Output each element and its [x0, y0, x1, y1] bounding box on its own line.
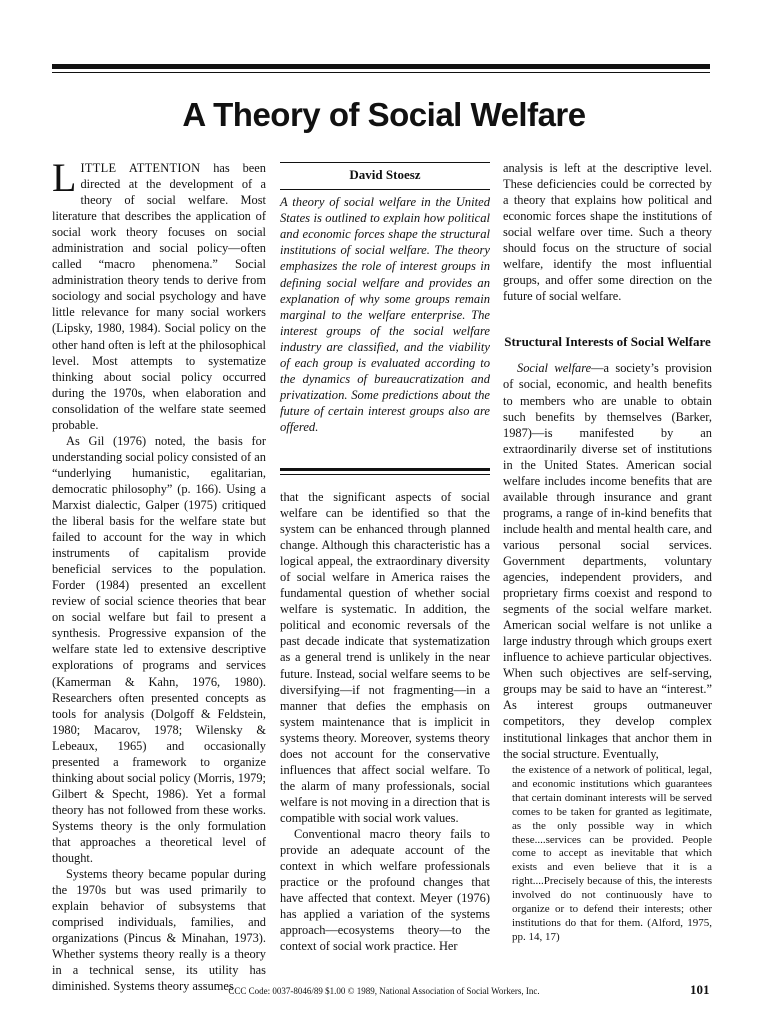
page-number: 101: [690, 982, 710, 997]
column-1: [52, 155, 266, 994]
copyright-footer: CCC Code: 0037-8046/89 $1.00 © 1989, National Association of Social Workers, Inc.: [228, 986, 540, 996]
paragraph: As Gil (1976) noted, the basis for understanding social policy consisted of an “underlying humanistic, egalitarian, democratic philosophy” (p. 166). Using a Marxist dialectic, Galper (1975) critiqued the liberal basis for the welfare state but failed to account for the way in which instruments of capitalism provide beneficial services to the population. Forder (1984) presented an excellent review of social science theories that bear on social welfare but fail to present a synthesis. Progressive expansion of the welfare state led to extensive descriptive explorations of programs and services (Kamerman & Kahn, 1976, 1980). Researchers often presented concepts as tools for analysis (Dolgoff & Feldstein, 1980; Macarov, 1978; Wilensky & Lebeaux, 1965) and occasionally presented a framework to organize thinking about social policy (Morris, 1979; Gilbert & Specht, 1986). Yet a formal theory has not followed from these works. Systems theory is the only formulation that approaches a theoretical level of thought.: [52, 433, 266, 866]
abstract-rule-thick: [280, 468, 490, 471]
section-heading: Structural Interests of Social Welfare: [504, 334, 711, 350]
lead-in: ITTLE ATTENTION: [80, 161, 201, 175]
paragraph-text: —a society’s provision of social, economic, and health benefits to members who are unable to obtain such benefits by themselves (Barker, 1987)—is manifested by an extraordinarily diverse set of institutions in the United States. American social welfare includes income benefits that are available through insurance and grant programs, a range of in-kind benefits that include health and mental health care, and various personal social services. Government departments, voluntary agencies, independent providers, and proprietary firms coexist and respond to segments of the social welfare market. American social welfare is not unlike a large industry through which groups exert influence to achieve particular objectives. When such objectives are self-serving, groups may be said to have an “interest.” As interest groups outmaneuver competitors, they develop complex institutional linkages that anchor them in the social structure. Eventually,: [503, 361, 712, 761]
abstract: A theory of social welfare in the United States is outlined to explain how political and economic forces shape the structural institutions of social welfare. The theory emphasizes the role of interest groups in defining social welfare and provides an explanation of why some groups remain marginal to the welfare enterprise. The interest groups of the social welfare industry are classified, and the viability of each group is evaluated according to the dynamics of bureaucratization and privatization. Some predictions about the future of certain interest groups also are offered.: [280, 195, 490, 435]
block-quote: the existence of a network of political, legal, and economic institutions which guarantees that certain dominant interests will be served comes to be taken for granted as legitimate, as the only possible way in which these....services can be provided. People come to accept as inevitable that which exists and even believe that it is a right....Precisely because of this, the interests involved do not continuously have to organize or to defend their interests; other institutions do that for them. (Alford, 1975, pp. 14, 17): [512, 764, 712, 943]
abstract-rule-thin: [280, 474, 490, 475]
paragraph-text: has been directed at the development of a theory of social welfare. Most literature that describes the application of social work theory focuses on social administration and social policy—often called “macro phenomena.” Social administration theory tends to derive from sociology and social psychology and have little relevance for many social workers (Lipsky, 1980, 1984). Social policy on the other hand often is left at the philosophical level. Most attempts to systematize thinking about social policy occurred during the 1970s, when elaboration and consolidation of the welfare state seemed probable.: [52, 161, 266, 432]
drop-cap: L: [52, 155, 77, 200]
column-2-top: [280, 160, 490, 435]
top-rule-thin: [52, 72, 710, 73]
paragraph: Systems theory became popular during the 1970s but was used primarily to explain behavior of subsystems that comprised individuals, families, and organizations (Pincus & Minahan, 1973). Whether systems theory really is a theory in a technical sense, its utility has diminished. Systems theory assumes: [52, 867, 266, 994]
author-rule: [280, 162, 490, 163]
defined-term: Social welfare: [517, 361, 592, 376]
author-name: David Stoesz: [349, 167, 421, 182]
author-rule: [280, 189, 490, 190]
paragraph: [503, 360, 712, 761]
column-2-body: [280, 489, 490, 954]
intro-paragraph: [52, 155, 266, 433]
paragraph: that the significant aspects of social welfare can be identified so that the system can be enhanced through planned change. Although this characteristic has a logical appeal, the extraordinary diversity of social welfare in America raises the fundamental question of whether social welfare is systematic. In addition, the political and economic reversals of the past decade indicate that systematization as a general trend is unlikely in the near future. Instead, social welfare seems to be diversifying—if not fragmenting—in a manner that defies the emphasis on system maintenance that is implicit in systems theory. Moreover, systems theory does not account for the conservative influences that affect social welfare. To the alarm of many professionals, social welfare is not moving in a direction that is compatible with social work values.: [280, 490, 490, 825]
paragraph: Conventional macro theory fails to provide an adequate account of the context in which welfare professionals practice or the profound changes that have affected that context. Meyer (1976) has applied a variation of the systems approach—ecosystems theory—to the context of social work practice. Her: [280, 826, 490, 954]
article-title: A Theory of Social Welfare: [182, 96, 586, 133]
column-3: [503, 160, 712, 762]
top-rule-thick: [52, 64, 710, 69]
paragraph: analysis is left at the descriptive level. These deficiencies could be corrected by a theory that explains how political and economic forces shape the institutions of social welfare over time. Such a theory should focus on the structure of social welfare, identify the most influential groups, and offer some direction on the future of social welfare.: [503, 161, 712, 304]
